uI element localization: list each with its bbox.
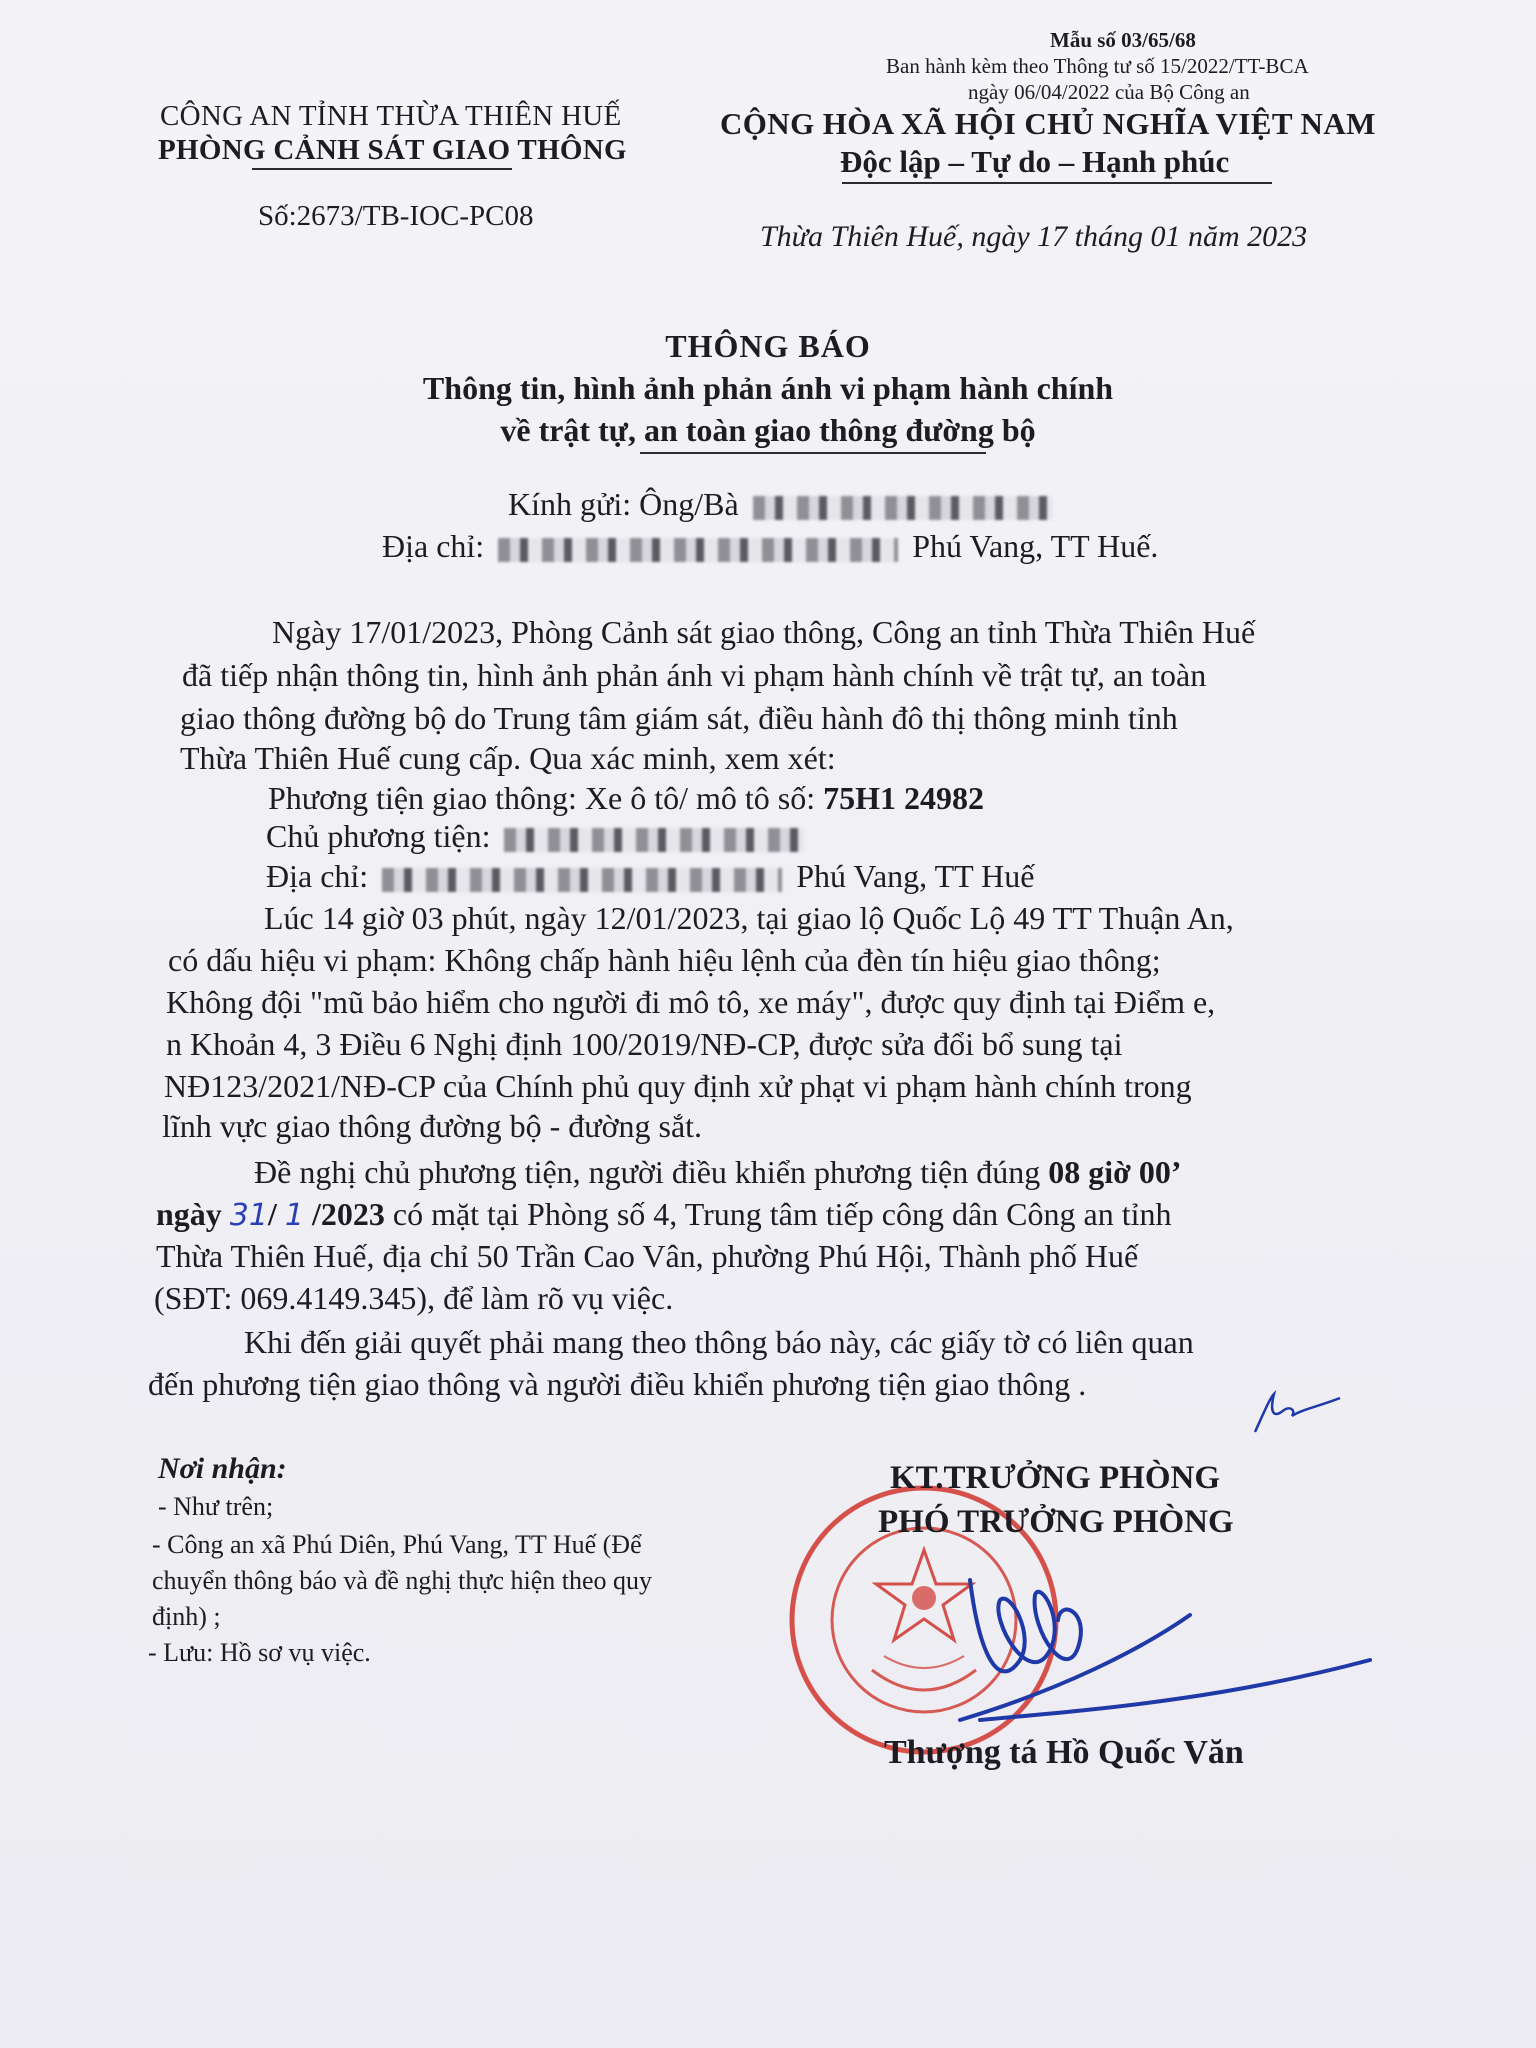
body-p2-l3: Không đội "mũ bảo hiểm cho người đi mô tô, xe máy", được quy định tại Điểm e, [166,984,1216,1020]
issued-note-line1: Ban hành kèm theo Thông tư số 15/2022/TT-BCA [886,54,1309,78]
initials-mark [1240,1380,1350,1440]
redacted-name [753,496,1053,520]
body-p3-l3: Thừa Thiên Huế, địa chỉ 50 Trần Cao Vân, phường Phú Hội, Thành phố Huế [156,1238,1139,1274]
body-p1-l3: giao thông đường bộ do Trung tâm giám sát, điều hành đô thị thông minh tỉnh [180,700,1178,736]
body-p4-l1: Khi đến giải quyết phải mang theo thông báo này, các giấy tờ có liên quan [244,1324,1194,1360]
recipients-title: Nơi nhận: [158,1452,287,1485]
recipient-line [508,486,1059,523]
vehicle-plate: 75H1 24982 [823,780,985,816]
body-p4-l2: đến phương tiện giao thông và người điều khiển phương tiện giao thông . [148,1366,1087,1402]
document-number: Số:2673/TB-IOC-PC08 [258,200,534,232]
owner-address-line [266,856,1034,897]
document-title: THÔNG BÁO [665,328,871,364]
recipient-item-2-line2: chuyển thông báo và đề nghị thực hiện theo quy [152,1566,653,1595]
p3-request-text: Đề nghị chủ phương tiện, người điều khiển phương tiện đúng [254,1154,1041,1190]
recipient-label: Kính gửi: Ông/Bà [508,486,739,522]
p3-month-handwritten: 1 [284,1198,304,1233]
body-p3-l1 [254,1152,1182,1193]
p3-time: 08 giờ 00’ [1048,1154,1182,1190]
p3-location: có mặt tại Phòng số 4, Trung tâm tiếp công dân Công an tỉnh [392,1196,1172,1232]
issued-note-line2: ngày 06/04/2022 của Bộ Công an [968,80,1250,104]
p3-day-handwritten: 31 [229,1198,268,1233]
body-p2-l6: lĩnh vực giao thông đường bộ - đường sắt. [162,1108,703,1144]
recipient-item-3: - Lưu: Hồ sơ vụ việc. [148,1638,371,1667]
owner-line [266,816,810,857]
owner-label: Chủ phương tiện: [266,818,491,854]
place-date: Thừa Thiên Huế, ngày 17 tháng 01 năm 2023 [760,220,1308,253]
agency-name: CÔNG AN TỈNH THỪA THIÊN HUẾ [160,100,622,132]
signature-title-1: KT.TRƯỞNG PHÒNG [890,1460,1220,1496]
vehicle-line [268,778,984,819]
owner-address-tail: Phú Vang, TT Huế [796,858,1035,894]
body-p3-l4: (SĐT: 069.4149.345), để làm rõ vụ việc. [154,1280,674,1316]
vehicle-label: Phương tiện giao thông: Xe ô tô/ mô tô số: [268,780,816,816]
body-p2-l4: n Khoản 4, 3 Điều 6 Nghị định 100/2019/NĐ-CP, được sửa đổi bổ sung tại [166,1026,1123,1062]
address-label: Địa chỉ: [382,528,485,564]
department-name: PHÒNG CẢNH SÁT GIAO THÔNG [158,134,627,166]
document-subtitle-line2: về trật tự, an toàn giao thông đường bộ [500,412,1036,448]
recipient-item-1: - Như trên; [158,1492,274,1521]
title-underline [640,452,986,454]
signature-title-2: PHÓ TRƯỞNG PHÒNG [878,1504,1234,1540]
body-p1-l1: Ngày 17/01/2023, Phòng Cảnh sát giao thông, Công an tỉnh Thừa Thiên Huế [272,614,1256,650]
recipient-address-line [382,528,1158,565]
redacted-owner-address [382,868,782,892]
recipient-item-2-line3: định) ; [152,1602,221,1631]
recipient-item-2-line1: - Công an xã Phú Diên, Phú Vang, TT Huế (Để [152,1530,642,1559]
body-p2-l2: có dấu hiệu vi phạm: Không chấp hành hiệu lệnh của đèn tín hiệu giao thông; [168,942,1161,978]
p3-day-label: ngày [156,1196,222,1232]
body-p1-l4: Thừa Thiên Huế cung cấp. Qua xác minh, xem xét: [180,740,836,776]
agency-underline [252,168,512,170]
motto-underline [842,182,1272,184]
signatory-name: Thượng tá Hồ Quốc Văn [884,1734,1244,1771]
owner-address-label: Địa chỉ: [266,858,369,894]
document-subtitle-line1: Thông tin, hình ảnh phản ánh vi phạm hành chính [422,370,1114,406]
national-title: CỘNG HÒA XÃ HỘI CHỦ NGHĨA VIỆT NAM [720,106,1376,141]
body-p3-l2: ngày 31/ 1 /2023 có mặt tại Phòng số 4, Trung tâm tiếp công dân Công an tỉnh [156,1196,1172,1233]
redacted-address [498,538,898,562]
national-motto: Độc lập – Tự do – Hạnh phúc [840,144,1230,179]
body-p1-l2: đã tiếp nhận thông tin, hình ảnh phản ánh vi phạm hành chính về trật tự, an toàn [182,657,1207,693]
body-p2-l1: Lúc 14 giờ 03 phút, ngày 12/01/2023, tại giao lộ Quốc Lộ 49 TT Thuận An, [264,900,1234,936]
p3-year: /2023 [311,1196,385,1232]
address-tail: Phú Vang, TT Huế. [912,528,1159,564]
redacted-owner [504,828,804,852]
form-number: Mẫu số 03/65/68 [1050,28,1196,52]
body-p2-l5: NĐ123/2021/NĐ-CP của Chính phủ quy định xử phạt vi phạm hành chính trong [164,1068,1192,1104]
